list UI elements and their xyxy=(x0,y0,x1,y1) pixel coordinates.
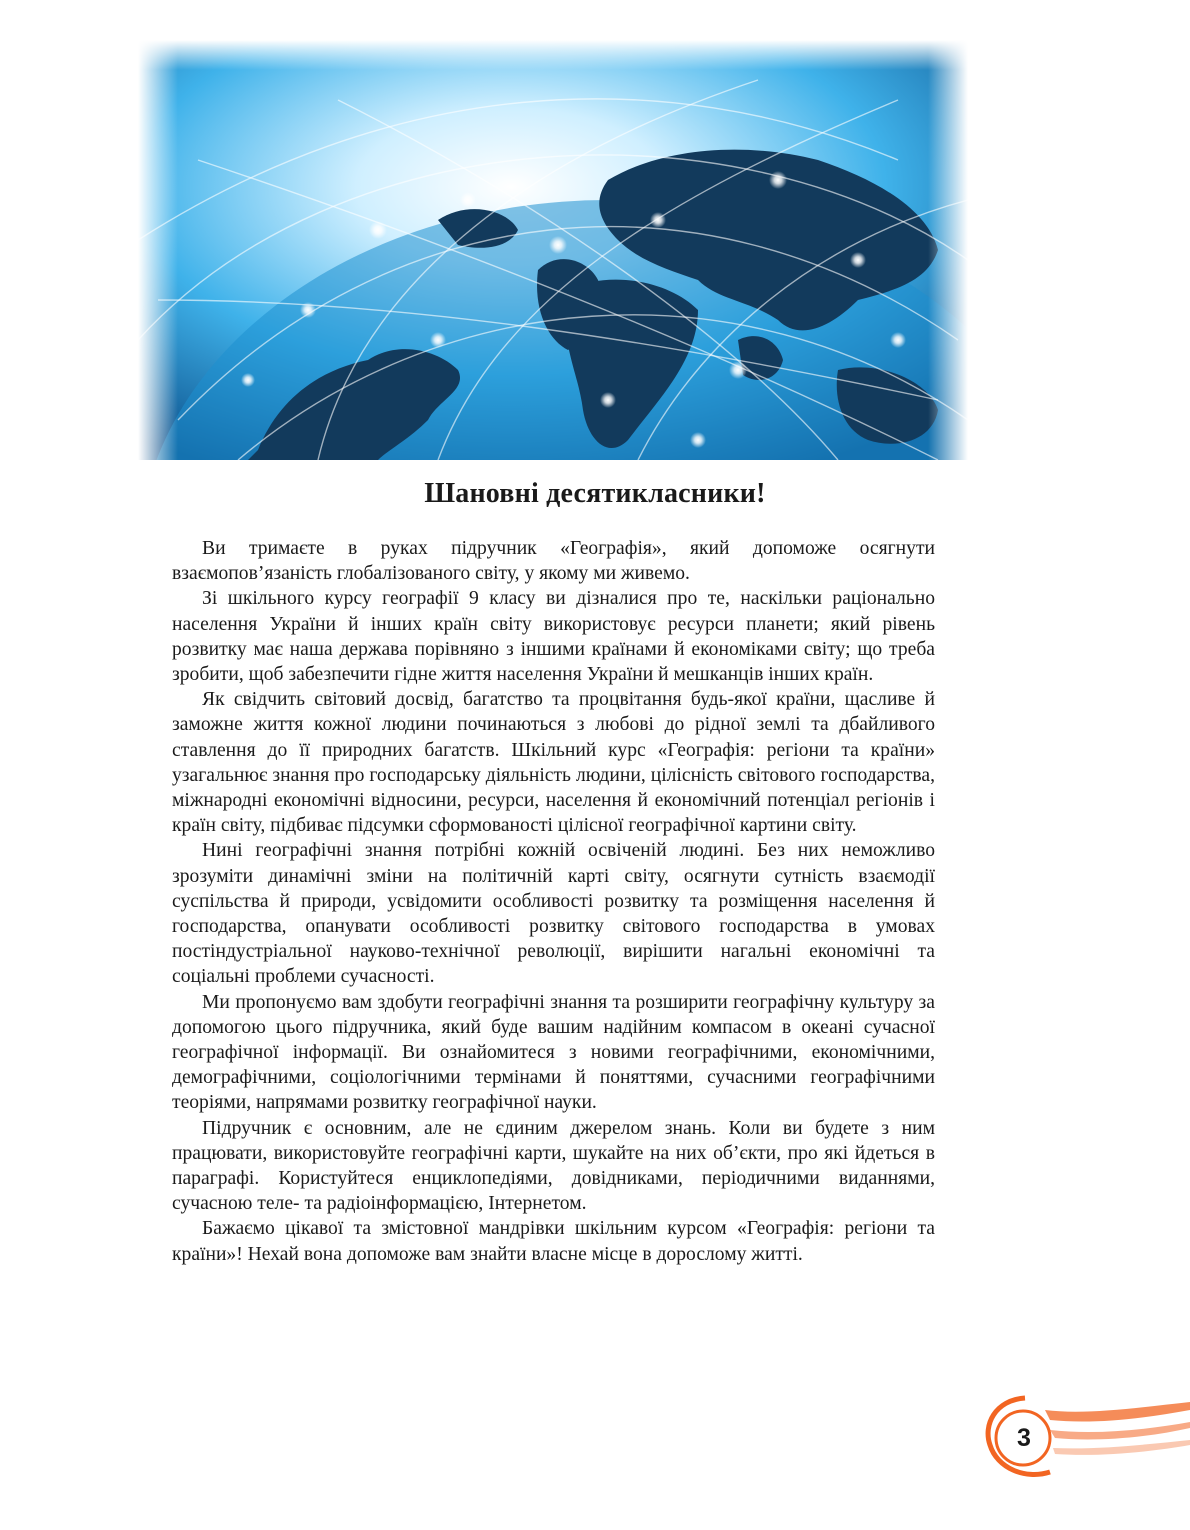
page-title: Шановні десятикласники! xyxy=(424,478,766,509)
paragraph: Ми пропонуємо вам здобути географічні знання та розширити географічну культуру за допомогою цього підручника, який буде вашим надійним компасом в океані сучасної географічної інформації. Ви ознайомитеся з новими географічними, економічними, демографічними, соціологічними термінами й поняттями, сучасними географічними теоріями, напрямами розвитку географічної науки. xyxy=(172,991,935,1114)
page-number: 3 xyxy=(1017,1424,1031,1452)
paragraph: Як свідчить світовий досвід, багатство та процвітання будь-якої країни, щасливе й заможне життя кожної людини починаються з любові до рідної землі та дбайливого ставлення до її природних багатств. Шкільний курс «Географія: регіони та країни» узагальнює знання про господарську діяльність людини, цілісність світового господарства, міжнародні економічні відносини, ресурси, населення й економічний потенціал регіонів і країн світу, підбиває підсумки сформованості цілісної географічної картини світу. xyxy=(172,689,935,837)
paragraph: Бажаємо цікавої та змістовної мандрівки шкільним курсом «Географія: регіони та країни»! Нехай вона допоможе вам знайти власне місце в дорослому житті. xyxy=(172,1218,935,1265)
paragraph: Нині географічні знання потрібні кожній освіченій людині. Без них неможливо зрозуміти динамічні зміни на політичній карті світу, осягнути сутність взаємодії суспільства й природи, усвідомити особливості розвитку та розміщення населення й господарства, опанувати особливості розвитку світового господарства в умовах постіндустріальної науково-технічної революції, вирішити нагальні економічні та соціальні проблеми сучасності. xyxy=(172,840,935,988)
world-network-image xyxy=(138,40,968,460)
body-text xyxy=(172,536,935,1267)
globe-illustration xyxy=(138,40,968,460)
paragraph: Підручник є основним, але не єдиним джерелом знань. Коли ви будете з ним працювати, використовуйте географічні карти, шукайте на них об’єкти, про які йдеться в параграфі. Користуйтеся енциклопедіями, довідниками, періодичними виданнями, сучасною теле- та радіоінформацією, Інтернетом. xyxy=(172,1117,935,1215)
paragraph: Ви тримаєте в руках підручник «Географія», який допоможе осягнути взаємопов’язаність глобалізованого світу, у якому ми живемо. xyxy=(172,538,935,585)
paragraph: Зі шкільного курсу географії 9 класу ви дізналися про те, наскільки раціонально населення України й інших країн світу використовує ресурси планети; який рівень розвитку має наша держава порівняно з іншими країнами й економіками світу; що треба зробити, щоб забезпечити гідне життя населення України й мешканців інших країн. xyxy=(172,588,935,686)
